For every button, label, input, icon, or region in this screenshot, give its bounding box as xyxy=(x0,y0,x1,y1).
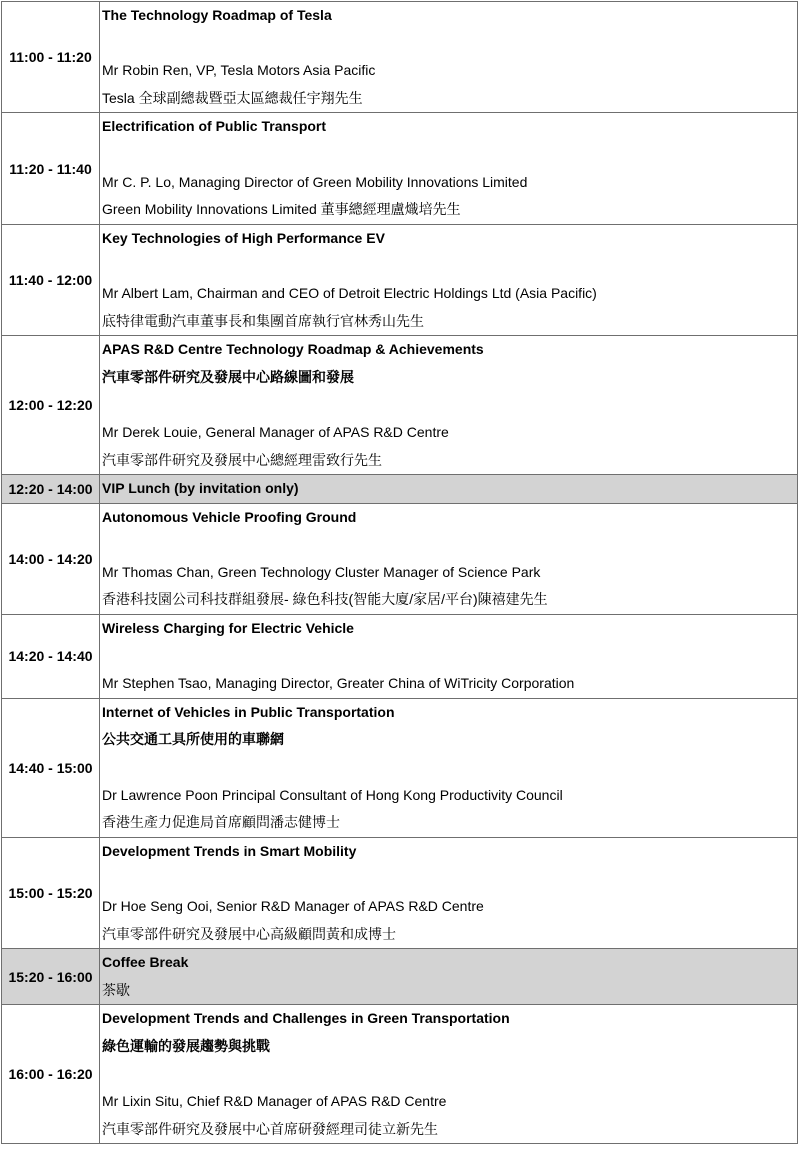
session-row xyxy=(2,837,798,948)
session-line: Mr Lixin Situ, Chief R&D Manager of APAS R&D Centre xyxy=(102,1093,447,1110)
session-time: 12:20 - 14:00 xyxy=(2,475,100,504)
session-details xyxy=(100,475,798,504)
session-line: Mr Albert Lam, Chairman and CEO of Detroit Electric Holdings Ltd (Asia Pacific) xyxy=(102,284,597,301)
session-details xyxy=(100,336,798,475)
session-title: Coffee Break xyxy=(102,954,189,971)
schedule-body xyxy=(2,2,798,1144)
spacer-line xyxy=(102,252,797,280)
session-details xyxy=(100,2,798,113)
session-time: 14:20 - 14:40 xyxy=(2,615,100,699)
session-title: Development Trends and Challenges in Green Transportation xyxy=(102,1010,510,1027)
session-line: Mr Derek Louie, General Manager of APAS R&D Centre xyxy=(102,423,449,440)
session-line: 綠色運輸的發展趨勢與挑戰 xyxy=(102,1037,270,1054)
session-row xyxy=(2,475,798,504)
session-time: 11:00 - 11:20 xyxy=(2,2,100,113)
session-line: Green Mobility Innovations Limited 董事總經理盧熾培先生 xyxy=(102,201,461,218)
session-details xyxy=(100,615,798,699)
session-line: Mr Robin Ren, VP, Tesla Motors Asia Pacific xyxy=(102,62,376,79)
session-title: VIP Lunch (by invitation only) xyxy=(102,480,299,497)
session-row xyxy=(2,1005,798,1144)
session-line: 底特律電動汽車董事長和集團首席執行官林秀山先生 xyxy=(102,312,424,329)
session-details xyxy=(100,698,798,837)
session-title: APAS R&D Centre Technology Roadmap & Achievements xyxy=(102,341,484,358)
session-time: 16:00 - 16:20 xyxy=(2,1005,100,1144)
spacer-line xyxy=(102,30,797,58)
session-line: Dr Lawrence Poon Principal Consultant of Hong Kong Productivity Council xyxy=(102,786,563,803)
spacer-line xyxy=(102,754,797,782)
session-details xyxy=(100,113,798,224)
session-row xyxy=(2,698,798,837)
session-row xyxy=(2,615,798,699)
session-row xyxy=(2,949,798,1005)
session-details xyxy=(100,503,798,614)
session-line: Dr Hoe Seng Ooi, Senior R&D Manager of APAS R&D Centre xyxy=(102,898,484,914)
session-title: Wireless Charging for Electric Vehicle xyxy=(102,620,354,637)
spacer-line xyxy=(102,643,797,671)
session-title: Key Technologies of High Performance EV xyxy=(102,229,385,246)
session-time: 15:00 - 15:20 xyxy=(2,837,100,948)
session-time: 15:20 - 16:00 xyxy=(2,949,100,1005)
session-line: Mr C. P. Lo, Managing Director of Green Mobility Innovations Limited xyxy=(102,173,528,190)
session-details xyxy=(100,837,798,948)
spacer-line xyxy=(102,865,797,893)
session-time: 14:00 - 14:20 xyxy=(2,503,100,614)
session-line: Tesla 全球副總裁暨亞太區總裁任宇翔先生 xyxy=(102,89,363,106)
session-time: 12:00 - 12:20 xyxy=(2,336,100,475)
session-title: Electrification of Public Transport xyxy=(102,118,327,135)
session-time: 11:20 - 11:40 xyxy=(2,113,100,224)
session-title: The Technology Roadmap of Tesla xyxy=(102,7,332,23)
session-title: Autonomous Vehicle Proofing Ground xyxy=(102,508,357,525)
session-time: 11:40 - 12:00 xyxy=(2,224,100,335)
session-line: 汽車零部件研究及發展中心總經理雷致行先生 xyxy=(102,451,382,468)
session-line: 汽車零部件研究及發展中心首席研發經理司徒立新先生 xyxy=(102,1120,438,1137)
session-row xyxy=(2,503,798,614)
session-line: 茶歇 xyxy=(102,981,130,998)
session-line: Mr Stephen Tsao, Managing Director, Greater China of WiTricity Corporation xyxy=(102,675,575,692)
session-line: 公共交通工具所使用的車聯網 xyxy=(102,731,284,748)
session-row xyxy=(2,224,798,335)
session-details xyxy=(100,949,798,1005)
session-row xyxy=(2,113,798,224)
spacer-line xyxy=(102,141,797,169)
session-line: 汽車零部件研究及發展中心路線圖和發展 xyxy=(102,368,354,385)
session-title: Development Trends in Smart Mobility xyxy=(102,842,357,859)
session-line: 香港生產力促進局首席顧問潘志健博士 xyxy=(102,814,340,831)
session-line: Mr Thomas Chan, Green Technology Cluster Manager of Science Park xyxy=(102,563,541,580)
session-line: 汽車零部件研究及發展中心高級顧問黃和成博士 xyxy=(102,925,396,942)
spacer-line xyxy=(102,531,797,559)
session-details xyxy=(100,224,798,335)
session-details xyxy=(100,1005,798,1144)
spacer-line xyxy=(102,1061,797,1089)
session-line: 香港科技園公司科技群組發展- 綠色科技(智能大廈/家居/平台)陳禧建先生 xyxy=(102,591,548,608)
session-row xyxy=(2,336,798,475)
schedule-table xyxy=(1,1,798,1144)
session-time: 14:40 - 15:00 xyxy=(2,698,100,837)
spacer-line xyxy=(102,391,797,419)
session-row xyxy=(2,2,798,113)
session-title: Internet of Vehicles in Public Transportation xyxy=(102,703,395,720)
